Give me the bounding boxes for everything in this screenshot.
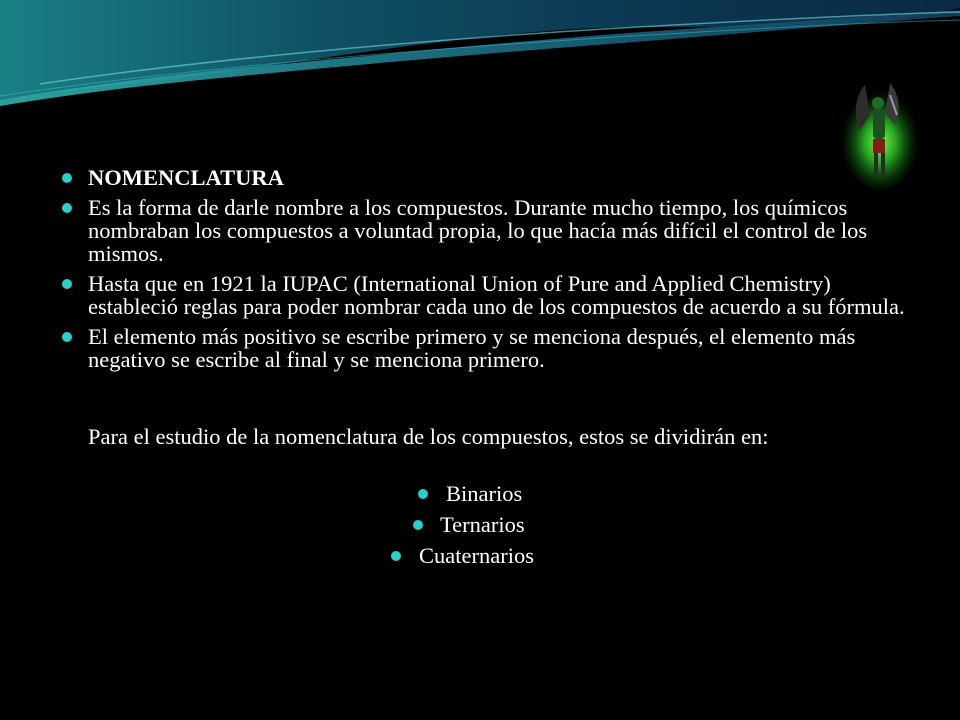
compound-type-item xyxy=(0,513,960,544)
header-wave-decoration xyxy=(0,0,960,120)
compound-type-label: Cuaternarios xyxy=(419,543,534,568)
slide-title: NOMENCLATURA xyxy=(88,165,284,190)
bullet-dot-icon xyxy=(62,203,72,213)
bullet-list xyxy=(62,166,922,378)
bullet-dot-icon xyxy=(62,173,72,183)
compound-types-list xyxy=(0,482,960,575)
continuation-text: Para el estudio de la nomenclatura de los compuestos, estos se dividirán en: xyxy=(88,424,769,449)
bullet-text: El elemento más positivo se escribe primero y se menciona después, el elemento más negativo se escribe al final y se menciona primero. xyxy=(88,324,856,372)
compound-type-item xyxy=(0,544,960,575)
bullet-dot-icon xyxy=(62,279,72,289)
bullet-dot-icon xyxy=(418,489,428,499)
bullet-dot-icon xyxy=(413,520,423,530)
compound-type-label: Binarios xyxy=(446,481,523,506)
bullet-item xyxy=(62,325,922,371)
bullet-item xyxy=(62,272,922,318)
bullet-text: Es la forma de darle nombre a los compuestos. Durante mucho tiempo, los químicos nombraban los compuestos a voluntad propia, lo que hacía más difícil el control de los mismos. xyxy=(88,195,868,266)
compound-type-item xyxy=(0,482,960,513)
bullet-item xyxy=(62,166,922,189)
bullet-dot-icon xyxy=(391,551,401,561)
compound-type-label: Ternarios xyxy=(440,512,525,537)
bullet-text: Hasta que en 1921 la IUPAC (International Union of Pure and Applied Chemistry) estableció reglas para poder nombrar cada uno de los compuestos de acuerdo a su fórmula. xyxy=(88,271,905,319)
bullet-dot-icon xyxy=(62,332,72,342)
bullet-item xyxy=(62,196,922,265)
